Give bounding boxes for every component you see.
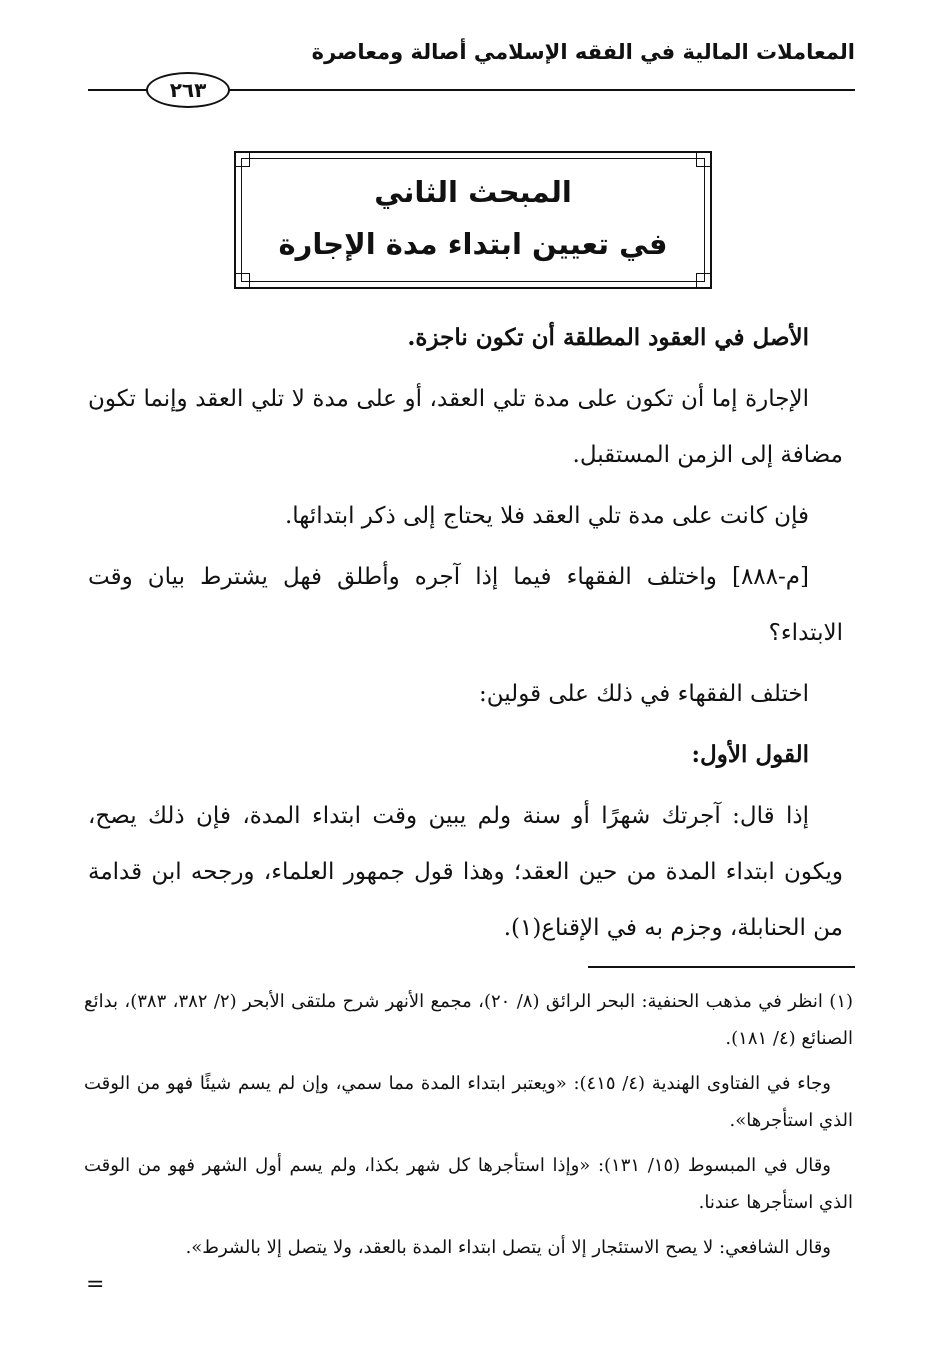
paragraph: اختلف الفقهاء في ذلك على قولين: xyxy=(478,681,809,707)
paragraph: إذا قال: آجرتك شهرًا أو سنة ولم يبين وقت ابتداء المدة، فإن ذلك يصح، ويكون ابتداء المدة من حين العقد؛ وهذا قول جمهور العلماء، ورجحه ابن قدامة من الحنابلة، وجزم به في الإقناع(١). xyxy=(88,803,843,941)
footnote-item: (١) انظر في مذهب الحنفية: البحر الرائق (٨/ ٢٠)، مجمع الأنهر شرح ملتقى الأبحر (٢/ ٣٨٢، ٣٨٣)، بدائع الصنائع (٤/ ١٨١). xyxy=(84,991,854,1049)
footnote-separator xyxy=(588,966,855,968)
section-subheading: في تعيين ابتداء مدة الإجارة xyxy=(278,227,668,261)
body-text xyxy=(88,310,843,961)
footnote-item: وجاء في الفتاوى الهندية (٤/ ٤١٥): «ويعتبر ابتداء المدة مما سمي، وإن لم يسم شيئًا فهو من الوقت الذي استأجرها». xyxy=(84,1073,853,1131)
footnote-item: وقال في المبسوط (١٥/ ١٣١): «وإذا استأجرها كل شهر بكذا، ولم يسم أول الشهر فهو من الوقت الذي استأجرها عندنا. xyxy=(84,1155,853,1213)
page-number-badge xyxy=(146,72,230,108)
subheading-first-opinion: القول الأول: xyxy=(691,741,809,768)
continuation-mark: = xyxy=(86,1272,105,1297)
footnote-item: وقال الشافعي: لا يصح الاستئجار إلا أن يتصل ابتداء المدة بالعقد، ولا يتصل إلا بالشرط». xyxy=(185,1237,831,1258)
frame-corner-ornament xyxy=(696,151,712,167)
paragraph: الإجارة إما أن تكون على مدة تلي العقد، أو على مدة لا تلي العقد وإنما تكون مضافة إلى الزمن المستقبل. xyxy=(88,386,843,468)
running-header-title: المعاملات المالية في الفقه الإسلامي أصالة ومعاصرة xyxy=(311,40,855,64)
frame-corner-ornament xyxy=(234,273,250,289)
section-title-box xyxy=(234,151,712,289)
frame-corner-ornament xyxy=(234,151,250,167)
section-heading: المبحث الثاني xyxy=(374,175,572,209)
paragraph: فإن كانت على مدة تلي العقد فلا يحتاج إلى ذكر ابتدائها. xyxy=(284,503,809,529)
paragraph-issue: [م-٨٨٨] واختلف الفقهاء فيما إذا آجره وأطلق فهل يشترط بيان وقت الابتداء؟ xyxy=(88,564,843,646)
frame-corner-ornament xyxy=(696,273,712,289)
footnotes xyxy=(84,983,853,1274)
paragraph-principle: الأصل في العقود المطلقة أن تكون ناجزة. xyxy=(407,324,809,351)
page-number: ٢٦٣ xyxy=(169,78,207,102)
